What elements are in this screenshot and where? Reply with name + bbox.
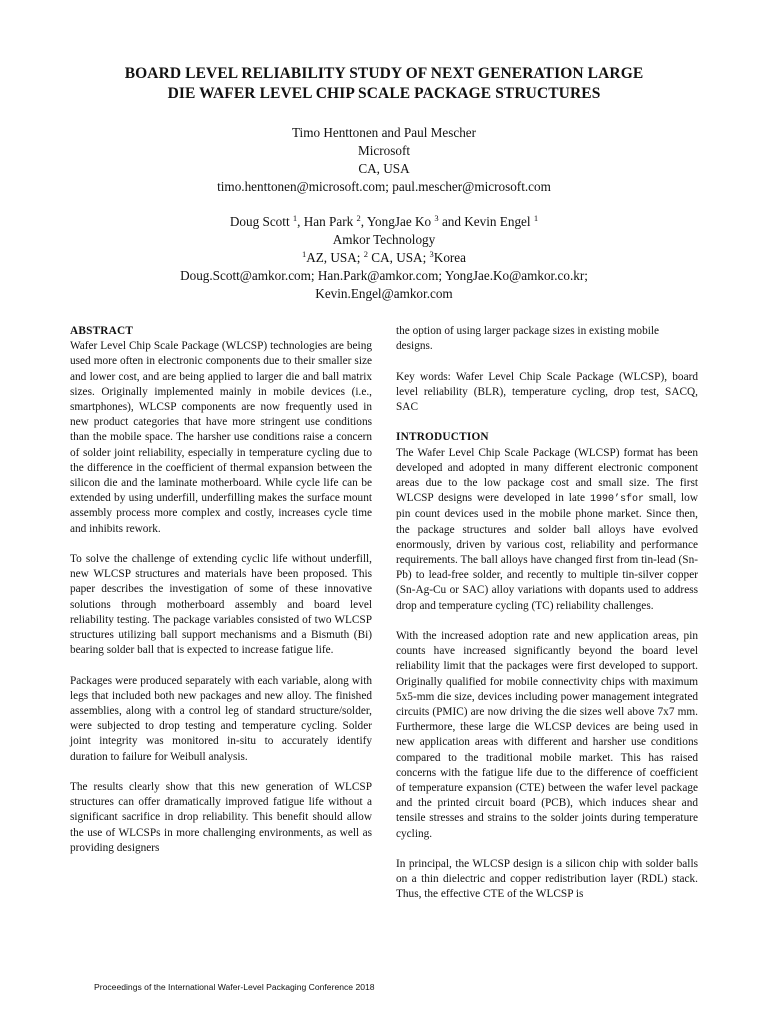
intro-text: small, low pin count devices used in the mobile phone market. Since then, the package structures and solder ball alloys have evolved enormously, driven by various cost, reliability and performance requirements. The ball alloys have changed first from tin-lead (Sn-Pb) to lead-free solder, and recently to multiple tin-silver copper (Sn-Ag-Cu or SAC) alloy variations with dopants used to address drop and temperature cycling (TC) reliability challenges. <box>396 492 698 612</box>
author-name: , YongJae Ko <box>360 214 435 229</box>
author-name: Doug Scott <box>229 214 293 229</box>
affiliation-mark: 3 <box>429 249 434 259</box>
introduction-paragraph-1 <box>396 446 698 614</box>
intro-text: The Wafer Level Chip Scale Package (WLCSP) format has been developed and adopted in many different electronic component areas due to the low package cost and small size. The first WLCSP designs were developed in late <box>396 446 698 505</box>
abstract-continuation: the option of using larger package sizes in existing mobile designs. <box>396 325 660 353</box>
affiliation-mark: 2 <box>363 249 368 259</box>
intro-text-mono: for <box>625 494 644 506</box>
author-location-1: CA, USA <box>358 161 410 176</box>
location-text: CA, USA; <box>367 250 430 265</box>
introduction-paragraph-2: With the increased adoption rate and new application areas, pin counts have increased significantly beyond the board level reliability limit that the packages were first developed to support. Originally qualified for mobile connectivity chips with maximum 5x5-mm die size, devices including power management integrated circuits (PMIC) are now driving the die sizes well above 7x7 mm. Furthermore, these large die WLCSP devices are being used in new application areas with different and harsher use conditions compared to the traditional mobile market. This has raised concerns with the fatigue life due to the difference of coefficient of temperature expansion (CTE) between the wafer level package and the printed circuit board (PCB), which induces shear and tensile stresses and strains to the solder joints during temperature cycling. <box>396 630 698 840</box>
page-footer: Proceedings of the International Wafer-Level Packaging Conference 2018 <box>94 982 375 992</box>
author-block <box>60 124 708 303</box>
abstract-paragraph-2: To solve the challenge of extending cyclic life without underfill, new WLCSP structures and materials have been proposed. This paper describes the investigation of some of these innovative solutions through motherboard assembly and board level reliability testing. The package variables consisted of two WLCSP structures utilizing ball support mechanisms and a Bismuth (Bi) bearing solder ball that is expected to increase fatigue life. <box>70 553 372 657</box>
keywords: Key words: Wafer Level Chip Scale Package (WLCSP), board level reliability (BLR), temperature cycling, drop test, SACQ, SAC <box>396 370 698 413</box>
affiliation-mark: 3 <box>434 213 439 223</box>
affiliation-mark: 1 <box>533 213 539 223</box>
location-text: Korea <box>433 250 467 265</box>
title-line-1: BOARD LEVEL RELIABILITY STUDY OF NEXT GENERATION LARGE <box>124 65 644 82</box>
author-org-1: Microsoft <box>357 143 410 158</box>
affiliation-mark: 2 <box>356 213 361 223</box>
intro-text-mono: 1990’s <box>589 494 626 506</box>
affiliation-mark: 1 <box>301 249 307 259</box>
paper-title <box>60 64 708 104</box>
abstract-paragraph-4: The results clearly show that this new generation of WLCSP structures can offer dramatically improved fatigue life without a significant sacrifice in drop reliability. This benefit should allow the use of WLCSPs in more challenging environments, as well as providing designers <box>70 781 372 854</box>
author-emails-2a: Doug.Scott@amkor.com; Han.Park@amkor.com; YongJae.Ko@amkor.co.kr; <box>180 268 588 283</box>
affiliation-mark: 1 <box>292 213 298 223</box>
introduction-heading: INTRODUCTION <box>396 431 489 444</box>
author-name: , Han Park <box>297 214 357 229</box>
author-location-2 <box>60 249 708 267</box>
introduction-paragraph-3: In principal, the WLCSP design is a silicon chip with solder balls on a thin dielectric and copper redistribution layer (RDL) stack. Thus, the effective CTE of the WLCSP is <box>396 858 698 901</box>
left-column <box>70 324 372 871</box>
abstract-paragraph-1: Wafer Level Chip Scale Package (WLCSP) technologies are being used more often in electronic components due to their smaller size and lower cost, and are being applied to larger die and ball matrix sizes. Originally implemented mainly in mobile devices (i.e., smartphones), WLCSP components are now frequently used in new product categories that have more stringent use conditions than the mobile space. The harsher use conditions raise a concern of solder joint reliability, especially in temperature cycling due to the difference in the coefficient of thermal expansion between the silicon die and the laminate motherboard. While cycle life can be extended by using underfill, underfilling makes the surface mount assembly process more complex and costly, increases cycle time and inhibits rework. <box>70 340 372 535</box>
title-line-2: DIE WAFER LEVEL CHIP SCALE PACKAGE STRUCTURES <box>167 85 601 102</box>
author-names-1: Timo Henttonen and Paul Mescher <box>291 125 477 140</box>
abstract-heading: ABSTRACT <box>70 325 134 337</box>
author-name: and Kevin Engel <box>438 214 534 229</box>
author-names-2 <box>60 213 708 231</box>
right-column <box>396 324 698 918</box>
author-emails-1: timo.henttonen@microsoft.com; paul.mescher@microsoft.com <box>217 179 551 194</box>
author-emails-2b: Kevin.Engel@amkor.com <box>315 286 453 301</box>
abstract-paragraph-3: Packages were produced separately with each variable, along with legs that included both new packages and new alloy. The finished assemblies, along with a control leg of standard structure/solder, were subjected to drop testing and temperature cycling. Solder joint integrity was monitored in-situ to accurately identify duration to failure for Weibull analysis. <box>70 674 372 763</box>
author-org-2: Amkor Technology <box>332 232 436 247</box>
location-text: AZ, USA; <box>306 250 364 265</box>
